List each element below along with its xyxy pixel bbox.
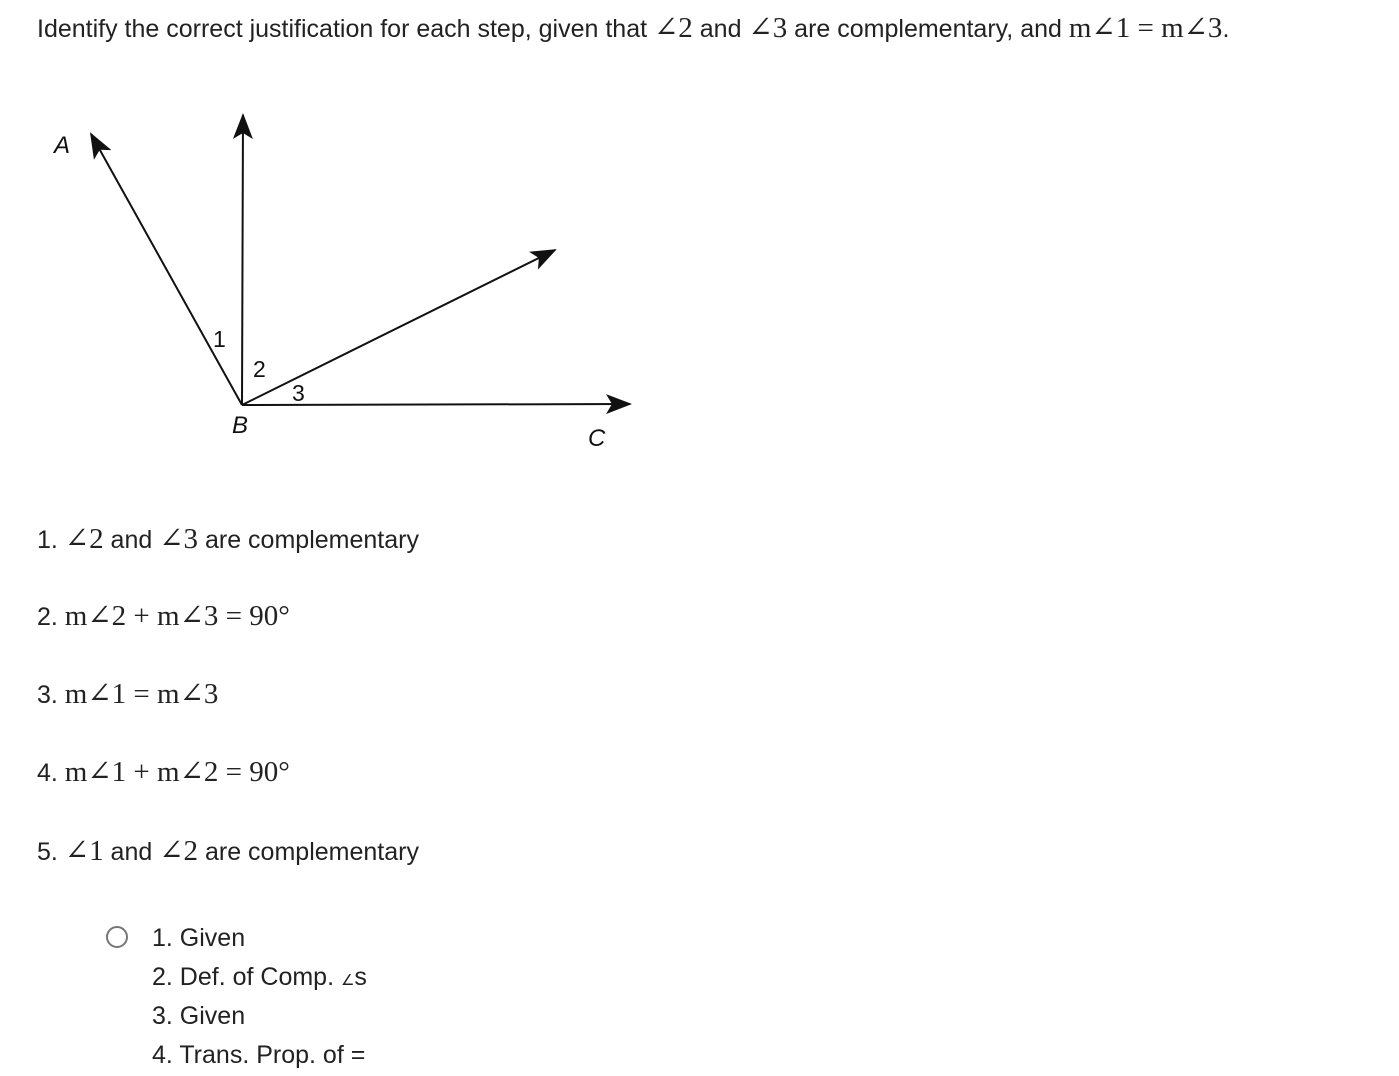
option-line-4: 4. Trans. Prop. of = bbox=[152, 1041, 366, 1069]
step-math: m∠1 + m∠2 = 90° bbox=[64, 756, 290, 788]
step-math: ∠2 bbox=[159, 835, 199, 867]
answer-option-text[interactable] bbox=[152, 920, 367, 1076]
prompt-mid: are complementary, and bbox=[787, 15, 1069, 43]
step-math: m∠1 = m∠3 bbox=[64, 678, 219, 710]
step-2 bbox=[37, 598, 290, 635]
answer-radio-button[interactable] bbox=[106, 926, 128, 948]
angle-diagram bbox=[0, 0, 700, 480]
step-number: 4. bbox=[37, 759, 65, 787]
option-line-2-suffix: s bbox=[354, 963, 367, 991]
step-math: ∠2 bbox=[64, 523, 104, 555]
option-line-1: 1. Given bbox=[152, 924, 246, 952]
option-line-3: 3. Given bbox=[152, 1002, 246, 1030]
step-4 bbox=[37, 754, 290, 791]
step-number: 5. bbox=[37, 838, 65, 866]
step-text: are complementary bbox=[198, 838, 419, 866]
step-3 bbox=[37, 676, 218, 713]
step-text: are complementary bbox=[198, 526, 419, 554]
angle-label-1: 1 bbox=[213, 326, 226, 352]
prompt-lead: Identify the correct justification for each step, given that bbox=[37, 15, 654, 43]
step-math: ∠3 bbox=[159, 523, 199, 555]
prompt-angle-2: ∠2 bbox=[654, 12, 693, 44]
step-5 bbox=[37, 833, 419, 870]
prompt-end: . bbox=[1222, 15, 1230, 43]
point-label-C: C bbox=[588, 425, 606, 452]
point-label-A: A bbox=[54, 132, 71, 159]
ray-B-vertical bbox=[242, 115, 243, 405]
prompt-equation: m∠1 = m∠3 bbox=[1068, 12, 1223, 44]
step-number: 3. bbox=[37, 681, 65, 709]
step-number: 2. bbox=[37, 603, 65, 631]
option-line-2-prefix: 2. Def. of Comp. bbox=[152, 963, 341, 991]
step-math: ∠1 bbox=[64, 835, 104, 867]
step-1 bbox=[37, 521, 419, 558]
angle-label-2: 2 bbox=[253, 356, 266, 382]
angle-symbol: ∠ bbox=[340, 972, 355, 989]
option-line-2 bbox=[152, 959, 367, 998]
step-text: and bbox=[103, 526, 160, 554]
angle-label-3: 3 bbox=[292, 380, 305, 406]
step-math: m∠2 + m∠3 = 90° bbox=[64, 600, 290, 632]
step-text: and bbox=[103, 838, 160, 866]
ray-B-diagonal bbox=[242, 250, 555, 405]
step-number: 1. bbox=[37, 526, 65, 554]
point-label-B: B bbox=[232, 412, 249, 439]
prompt-and: and bbox=[692, 15, 749, 43]
prompt-angle-3: ∠3 bbox=[748, 12, 788, 44]
ray-BA bbox=[91, 134, 242, 405]
